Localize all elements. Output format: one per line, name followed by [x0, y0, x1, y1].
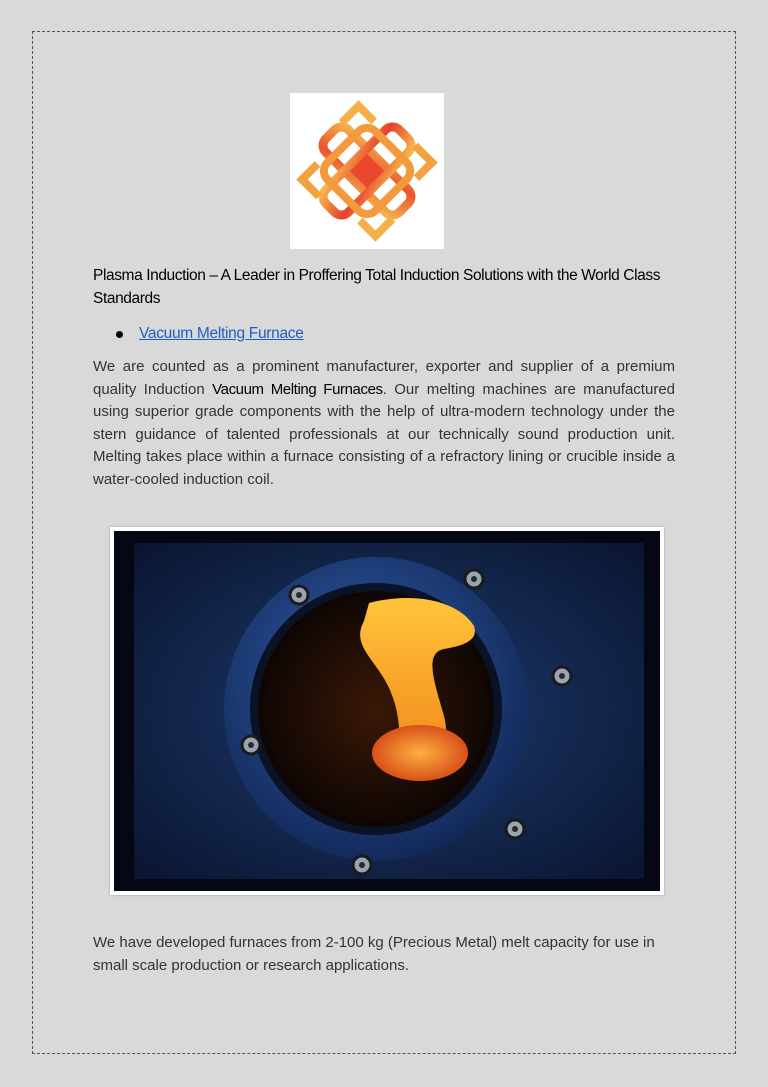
page-title: Plasma Induction – A Leader in Proffering Total Induction Solutions with the World Class Standards	[93, 267, 661, 307]
bullet-list-item	[116, 322, 304, 346]
furnace-image	[114, 531, 660, 891]
bullet-icon	[116, 331, 123, 338]
vacuum-melting-furnace-link[interactable]: Vacuum Melting Furnace	[139, 325, 304, 342]
intro-paragraph	[93, 356, 675, 492]
furnace-photo	[110, 527, 664, 895]
capacity-paragraph: We have developed furnaces from 2-100 kg (Precious Metal) melt capacity for use in small scale production or research applications.	[93, 934, 655, 974]
intro-text-start: We are counted as a prominent manufacturer, exporter and supplier of a premium quality Induction	[93, 358, 675, 398]
intro-text-end: . Our melting machines are manufactured using superior grade components with the help of ultra-modern technology under the stern guidance of talented professionals at our technically sound production unit. Melting takes place within a furnace consisting of a refractory lining or crucible inside a water-cooled induction coil.	[93, 380, 676, 488]
intro-bold-term: Vacuum Melting Furnaces	[212, 380, 383, 398]
company-logo	[290, 93, 444, 249]
knot-logo-icon	[290, 93, 444, 249]
